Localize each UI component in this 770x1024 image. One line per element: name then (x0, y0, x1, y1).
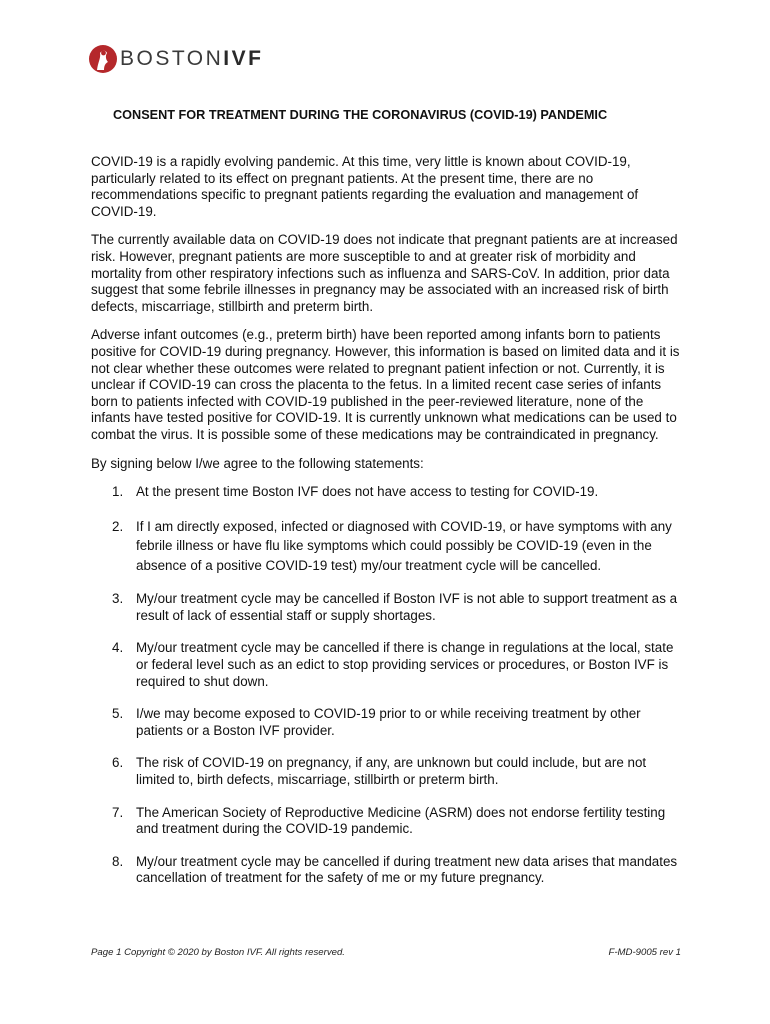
document-title: CONSENT FOR TREATMENT DURING THE CORONAVIRUS (COVID-19) PANDEMIC (113, 108, 608, 122)
statement-item (91, 591, 683, 624)
statement-item (91, 854, 683, 887)
statement-text: My/our treatment cycle may be cancelled if there is change in regulations at the local, state or federal level such as an edict to stop providing services or procedures, or Boston IVF is required to shut down. (136, 640, 674, 689)
statement-number: 4. (112, 640, 124, 656)
statement-number: 2. (112, 518, 124, 534)
brand-name-part1: BOSTON (120, 47, 224, 70)
statement-text: My/our treatment cycle may be cancelled if during treatment new data arises that mandates cancellation of treatment for the safety of me or my future pregnancy. (136, 853, 678, 886)
statement-item (91, 805, 683, 838)
paragraph-intro: COVID-19 is a rapidly evolving pandemic. At this time, very little is known about COVID-19, particularly related to its effect on pregnant patients. At the present time, there are no recommendations specific to pregnant patients regarding the evaluation and management of COVID-19. (91, 154, 639, 219)
statement-text: My/our treatment cycle may be cancelled if Boston IVF is not able to support treatment as a result of lack of essential staff or supply shortages. (136, 591, 678, 623)
brand-wordmark (120, 47, 263, 71)
statement-number: 7. (112, 804, 124, 820)
statement-item (91, 484, 683, 501)
boston-ivf-logo-icon (88, 44, 118, 74)
statement-list (91, 484, 683, 887)
paragraph-infant-outcomes: Adverse infant outcomes (e.g., preterm birth) have been reported among infants born to patients positive for COVID-19 during pregnancy. However, this information is based on limited data and it is not clear whether these outcomes were related to pregnant patient infection or not. Currently, it is unclear if COVID-19 can cross the placenta to the fetus. In a limited recent case series of infants born to patients infected with COVID-19 published in the peer-reviewed literature, none of the infants have tested positive for COVID-19. It is currently unknown what medications can be used to combat the virus. It is possible some of these medications may be contraindicated in pregnancy. (91, 327, 680, 442)
brand-logo (88, 44, 263, 74)
statement-text: If I am directly exposed, infected or diagnosed with COVID-19, or have symptoms with any febrile illness or have flu like symptoms which could possibly be COVID-19 (even in the absence of a positive COVID-19 test) my/our treatment cycle will be cancelled. (136, 518, 672, 573)
document-body (91, 108, 683, 903)
statement-number: 5. (112, 706, 124, 722)
brand-name-part2: IVF (223, 47, 264, 70)
statement-text: I/we may become exposed to COVID-19 prior to or while receiving treatment by other patients or a Boston IVF provider. (136, 706, 641, 738)
statement-item (91, 755, 683, 788)
statement-number: 1. (112, 484, 124, 500)
statement-item (91, 640, 683, 690)
statement-number: 6. (112, 755, 124, 771)
statement-number: 3. (112, 591, 124, 607)
statement-text: The American Society of Reproductive Medicine (ASRM) does not endorse fertility testing and treatment during the COVID-19 pandemic. (136, 804, 666, 837)
statement-text: The risk of COVID-19 on pregnancy, if any, are unknown but could include, but are not limited to, birth defects, miscarriage, stillbirth or preterm birth. (136, 755, 647, 787)
statement-number: 8. (112, 853, 124, 869)
paragraph-data: The currently available data on COVID-19 does not indicate that pregnant patients are at increased risk. However, pregnant patients are more susceptible to and at greater risk of morbidity and mortality from other respiratory infections such as influenza and SARS-CoV. In addition, prior data suggest that some febrile illnesses in pregnancy may be associated with an increased risk of birth defects, miscarriage, stillbirth and preterm birth. (91, 232, 678, 314)
statement-text: At the present time Boston IVF does not have access to testing for COVID-19. (136, 484, 599, 500)
footer-copyright: Page 1 Copyright © 2020 by Boston IVF. All rights reserved. (91, 947, 345, 958)
footer-form-id: F-MD-9005 rev 1 (608, 947, 681, 958)
paragraph-agreement-lead: By signing below I/we agree to the following statements: (91, 455, 424, 471)
statement-item (91, 517, 683, 576)
statement-item (91, 706, 683, 739)
